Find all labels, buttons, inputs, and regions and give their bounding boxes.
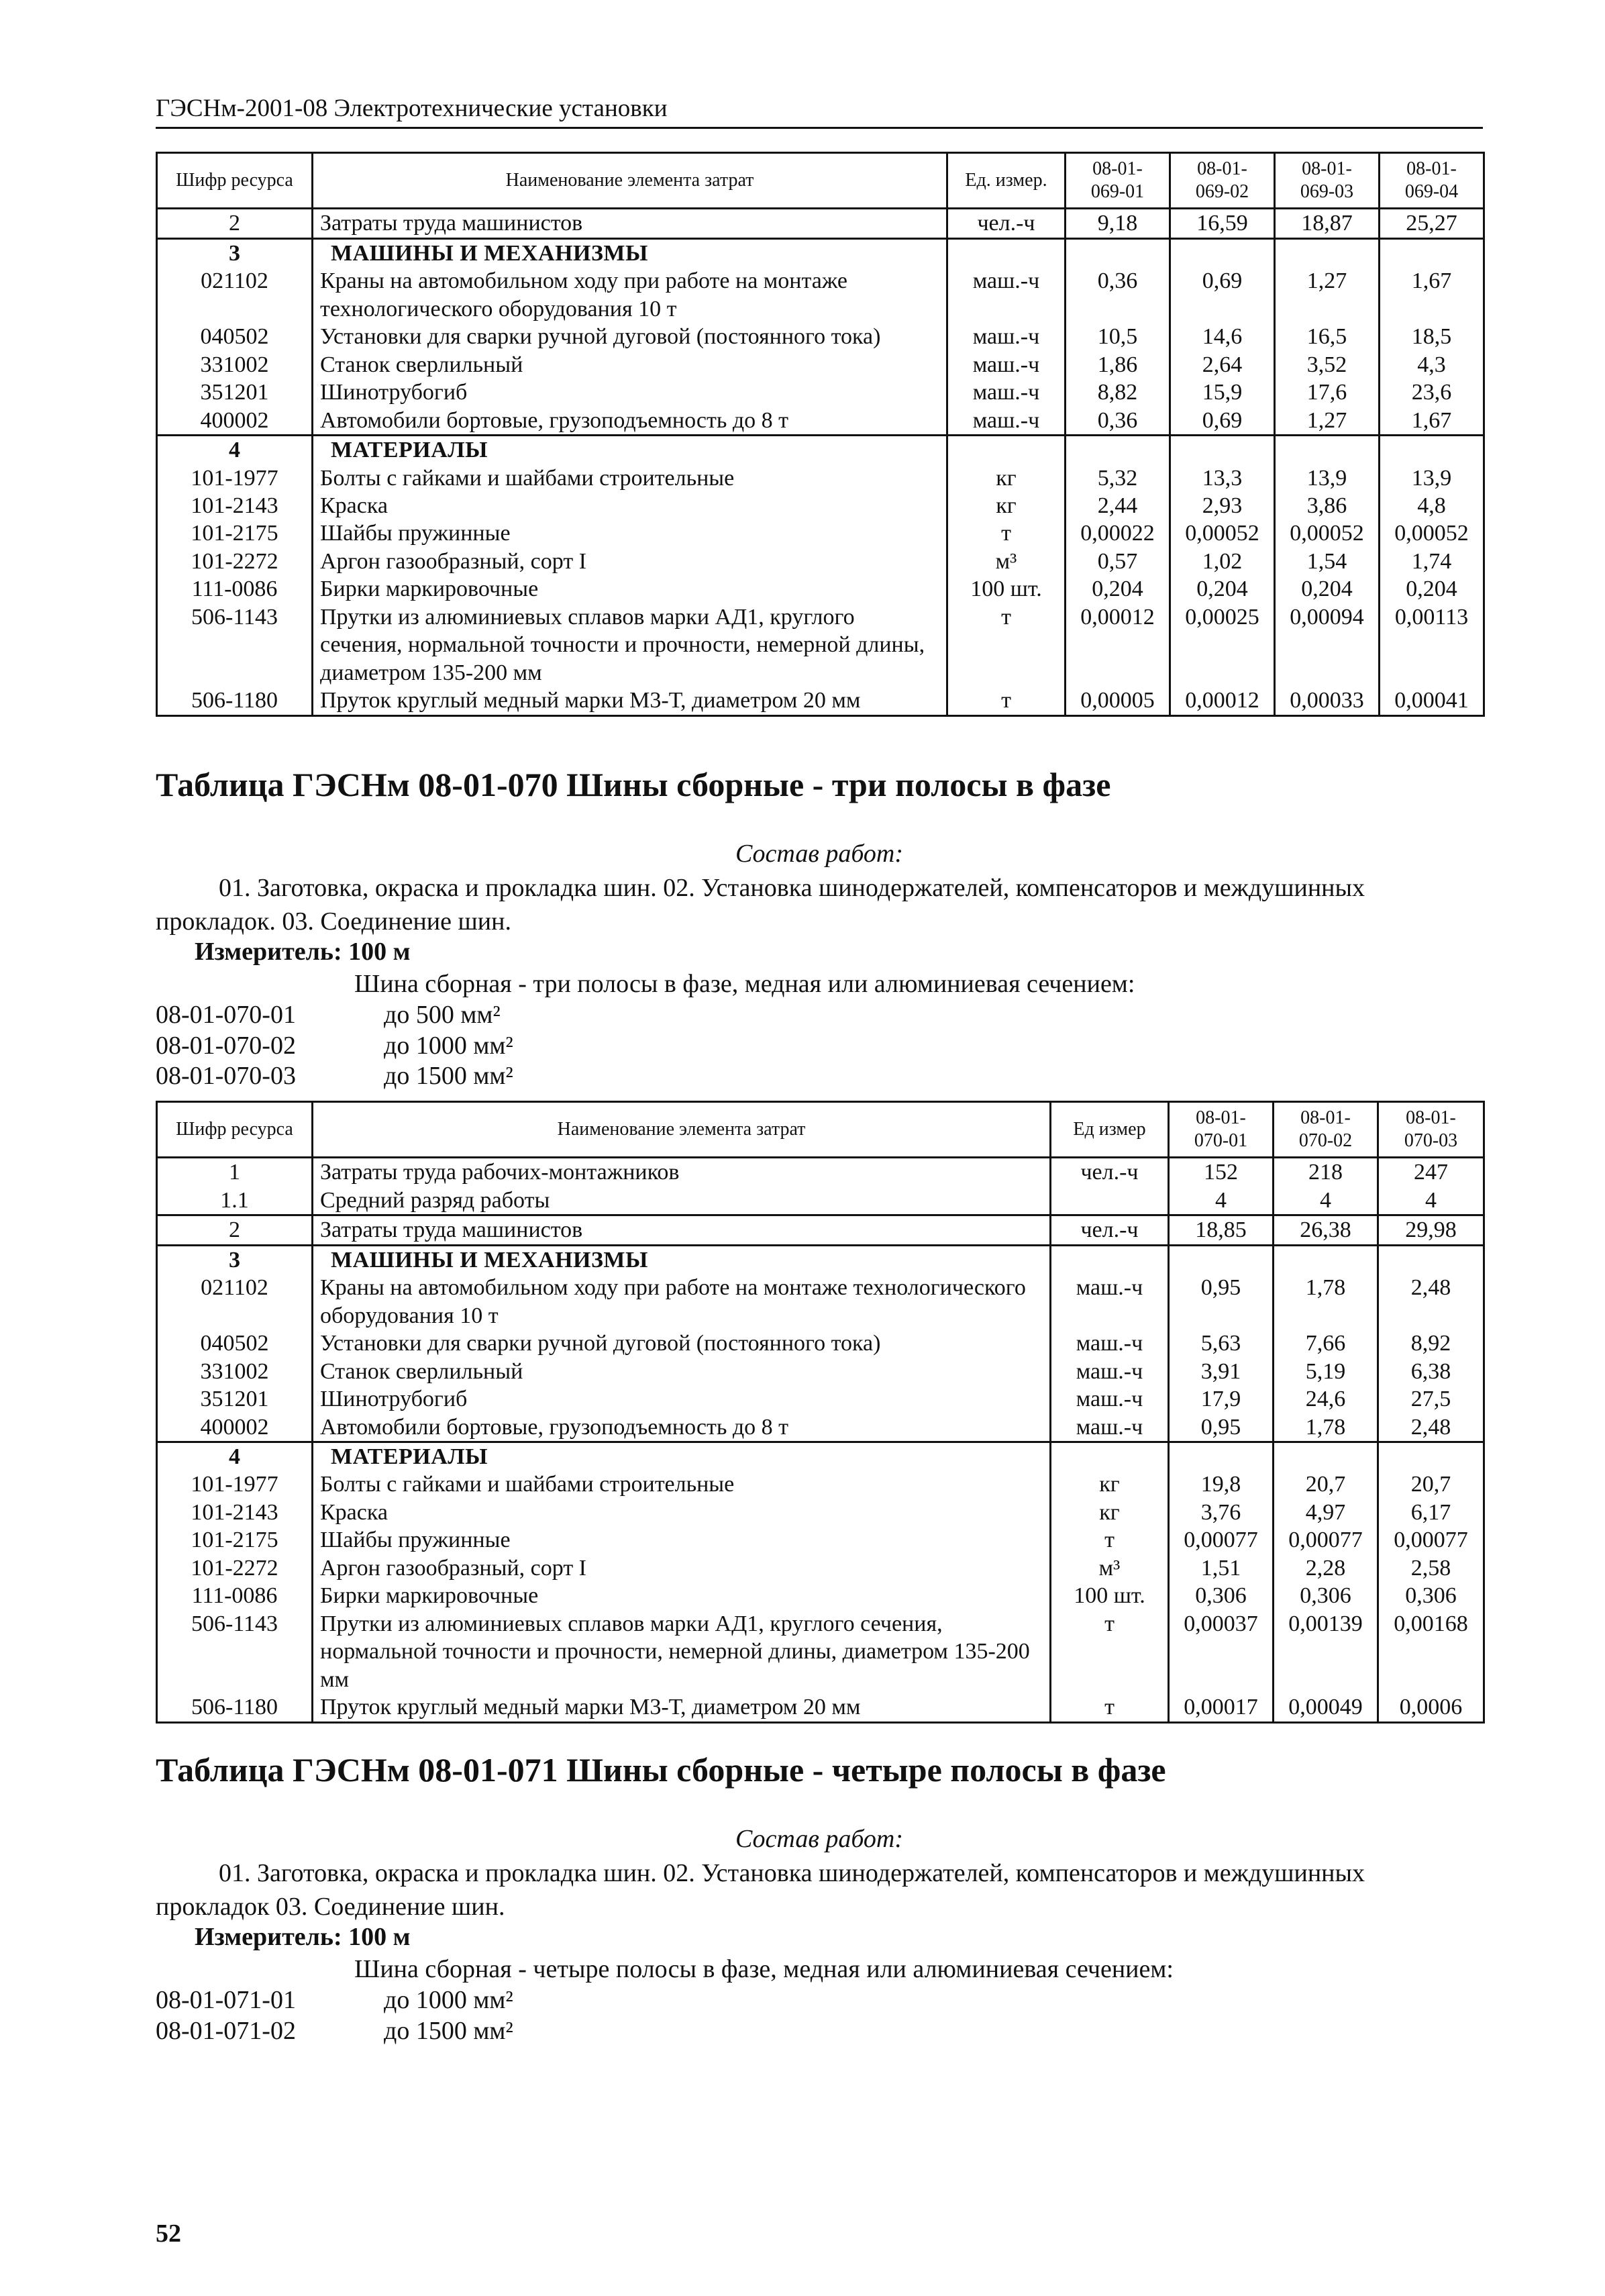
- running-head: ГЭСНм-2001-08 Электротехнические установки: [156, 94, 1483, 129]
- value-cell: 8,82: [1066, 379, 1170, 406]
- value-cell: 0,95: [1169, 1413, 1274, 1442]
- variant-code: 08-01-070-02: [156, 1031, 296, 1060]
- resource-code: 400002: [157, 1413, 313, 1442]
- value-cell: 0,00041: [1380, 687, 1484, 715]
- unit: чел.-ч: [1051, 1215, 1169, 1245]
- header-unit: Ед измер: [1051, 1102, 1169, 1158]
- table-row: [157, 1499, 1484, 1526]
- variant-code: 08-01-071-01: [156, 1986, 296, 2014]
- table-header-row: [157, 153, 1484, 209]
- value-cell: 0,00077: [1169, 1526, 1274, 1554]
- value-cell: 0,00025: [1170, 603, 1275, 687]
- resource-code: 400002: [157, 407, 313, 436]
- value-cell: 4: [1274, 1187, 1378, 1215]
- value-cell: 2,58: [1378, 1554, 1484, 1582]
- value-cell: 218: [1274, 1158, 1378, 1187]
- value-cell: 24,6: [1274, 1385, 1378, 1413]
- value-cell: 1,78: [1274, 1274, 1378, 1330]
- cost-element-name: Затраты труда машинистов: [313, 1215, 1051, 1245]
- table-row: [157, 351, 1484, 379]
- table-row: [157, 1526, 1484, 1554]
- value-cell: 4,8: [1380, 492, 1484, 519]
- value-cell: 18,87: [1275, 209, 1380, 238]
- table-row: [157, 267, 1484, 323]
- section-row: [157, 1245, 1484, 1274]
- value-cell: 16,59: [1170, 209, 1275, 238]
- unit: маш.-ч: [1051, 1330, 1169, 1357]
- header-col: 08-01- 070-03: [1378, 1102, 1484, 1158]
- value-cell: 0,00077: [1274, 1526, 1378, 1554]
- table-row: [157, 1470, 1484, 1498]
- value-cell: 15,9: [1170, 379, 1275, 406]
- resource-code: 3: [157, 238, 313, 267]
- value-cell: 0,00052: [1380, 519, 1484, 547]
- unit: т: [1051, 1610, 1169, 1693]
- value-cell: 20,7: [1378, 1470, 1484, 1498]
- value-cell: 1,74: [1380, 548, 1484, 575]
- cost-element-name: Пруток круглый медный марки М3-Т, диаметром 20 мм: [313, 1693, 1051, 1722]
- value-cell: 20,7: [1274, 1470, 1378, 1498]
- value-cell: 0,00022: [1066, 519, 1170, 547]
- resource-code: 101-1977: [157, 464, 313, 492]
- unit: маш.-ч: [1051, 1358, 1169, 1385]
- value-cell: 8,92: [1378, 1330, 1484, 1357]
- table-row: [157, 1582, 1484, 1609]
- value-cell: 14,6: [1170, 323, 1275, 350]
- unit: м³: [1051, 1554, 1169, 1582]
- value-cell: 0,00049: [1274, 1693, 1378, 1722]
- table-row: [157, 1693, 1484, 1722]
- value-cell: [1170, 238, 1275, 267]
- value-cell: 18,85: [1169, 1215, 1274, 1245]
- table-row: [157, 575, 1484, 603]
- cost-element-name: Болты с гайками и шайбами строительные: [313, 1470, 1051, 1498]
- value-cell: 10,5: [1066, 323, 1170, 350]
- value-cell: 0,00052: [1170, 519, 1275, 547]
- value-cell: 3,91: [1169, 1358, 1274, 1385]
- header-code: Шифр ресурса: [157, 153, 313, 209]
- resource-code: 1.1: [157, 1187, 313, 1215]
- value-cell: 1,27: [1275, 407, 1380, 436]
- unit: т: [1051, 1693, 1169, 1722]
- meter-line: Измеритель: 100 м: [195, 938, 411, 966]
- cost-element-name: Средний разряд работы: [313, 1187, 1051, 1215]
- value-cell: 5,63: [1169, 1330, 1274, 1357]
- table-row: [157, 1187, 1484, 1215]
- table-row: [157, 1413, 1484, 1442]
- value-cell: 0,00033: [1275, 687, 1380, 715]
- cost-element-name: Краны на автомобильном ходу при работе на монтаже технологического оборудования 10 т: [313, 1274, 1051, 1330]
- resource-code: 4: [157, 436, 313, 464]
- value-cell: 0,00113: [1380, 603, 1484, 687]
- value-cell: 7,66: [1274, 1330, 1378, 1357]
- header-code: Шифр ресурса: [157, 1102, 313, 1158]
- value-cell: 1,78: [1274, 1413, 1378, 1442]
- unit: 100 шт.: [1051, 1582, 1169, 1609]
- value-cell: 1,67: [1380, 407, 1484, 436]
- unit: маш.-ч: [1051, 1413, 1169, 1442]
- value-cell: [1170, 436, 1275, 464]
- resource-code: 2: [157, 209, 313, 238]
- value-cell: [1066, 238, 1170, 267]
- cost-element-name: Автомобили бортовые, грузоподъемность до 8 т: [313, 1413, 1051, 1442]
- unit: маш.-ч: [947, 267, 1066, 323]
- variant-text: до 500 мм²: [384, 1001, 501, 1029]
- value-cell: 2,64: [1170, 351, 1275, 379]
- value-cell: 29,98: [1378, 1215, 1484, 1245]
- resource-code: 331002: [157, 351, 313, 379]
- value-cell: 0,00052: [1275, 519, 1380, 547]
- value-cell: 25,27: [1380, 209, 1484, 238]
- cost-element-name: Краны на автомобильном ходу при работе на монтаже технологического оборудования 10 т: [313, 267, 947, 323]
- value-cell: 152: [1169, 1158, 1274, 1187]
- section-title: МАШИНЫ И МЕХАНИЗМЫ: [313, 1245, 1051, 1274]
- unit: т: [947, 603, 1066, 687]
- variant-item: [156, 2016, 513, 2047]
- table-row: [157, 603, 1484, 687]
- cost-element-name: Станок сверлильный: [313, 1358, 1051, 1385]
- value-cell: 6,38: [1378, 1358, 1484, 1385]
- resource-code: 101-2175: [157, 1526, 313, 1554]
- page-number: 52: [156, 2219, 181, 2248]
- cost-element-name: Затраты труда рабочих-монтажников: [313, 1158, 1051, 1187]
- variant-list: [156, 1985, 513, 2046]
- unit: маш.-ч: [1051, 1274, 1169, 1330]
- cost-table-069: [156, 152, 1485, 717]
- value-cell: 17,6: [1275, 379, 1380, 406]
- value-cell: 0,00005: [1066, 687, 1170, 715]
- value-cell: 19,8: [1169, 1470, 1274, 1498]
- resource-code: 021102: [157, 267, 313, 323]
- resource-code: 3: [157, 1245, 313, 1274]
- unit: т: [1051, 1526, 1169, 1554]
- cost-element-name: Болты с гайками и шайбами строительные: [313, 464, 947, 492]
- table-row: [157, 323, 1484, 350]
- resource-code: 040502: [157, 1330, 313, 1357]
- value-cell: 3,86: [1275, 492, 1380, 519]
- unit: чел.-ч: [947, 209, 1066, 238]
- value-cell: 0,69: [1170, 267, 1275, 323]
- cost-element-name: Затраты труда машинистов: [313, 209, 947, 238]
- value-cell: 0,306: [1274, 1582, 1378, 1609]
- resource-code: 101-2272: [157, 1554, 313, 1582]
- unit: маш.-ч: [947, 351, 1066, 379]
- value-cell: 2,48: [1378, 1413, 1484, 1442]
- value-cell: 17,9: [1169, 1385, 1274, 1413]
- table-row: [157, 1385, 1484, 1413]
- value-cell: 16,5: [1275, 323, 1380, 350]
- resource-code: 101-2143: [157, 1499, 313, 1526]
- cost-element-name: Станок сверлильный: [313, 351, 947, 379]
- table-row: [157, 687, 1484, 715]
- table-row: [157, 464, 1484, 492]
- meter-line: Измеритель: 100 м: [195, 1923, 411, 1951]
- variant-intro: Шина сборная - три полосы в фазе, медная или алюминиевая сечением:: [354, 970, 1135, 998]
- value-cell: 23,6: [1380, 379, 1484, 406]
- value-cell: 26,38: [1274, 1215, 1378, 1245]
- resource-code: 2: [157, 1215, 313, 1245]
- resource-code: 506-1180: [157, 687, 313, 715]
- resource-code: 506-1180: [157, 1693, 313, 1722]
- value-cell: [1380, 238, 1484, 267]
- variant-code: 08-01-070-03: [156, 1062, 296, 1091]
- value-cell: [1378, 1245, 1484, 1274]
- header-col: 08-01- 069-03: [1275, 153, 1380, 209]
- variant-item: [156, 1000, 513, 1031]
- value-cell: 247: [1378, 1158, 1484, 1187]
- value-cell: 1,67: [1380, 267, 1484, 323]
- unit: кг: [1051, 1499, 1169, 1526]
- value-cell: 4: [1378, 1187, 1484, 1215]
- value-cell: 0,204: [1066, 575, 1170, 603]
- value-cell: 0,00037: [1169, 1610, 1274, 1693]
- value-cell: 1,51: [1169, 1554, 1274, 1582]
- section-title: МАТЕРИАЛЫ: [313, 436, 947, 464]
- unit: м³: [947, 548, 1066, 575]
- value-cell: 0,36: [1066, 267, 1170, 323]
- table-row: [157, 1274, 1484, 1330]
- unit: маш.-ч: [947, 407, 1066, 436]
- cost-element-name: Автомобили бортовые, грузоподъемность до 8 т: [313, 407, 947, 436]
- value-cell: 1,54: [1275, 548, 1380, 575]
- header-col: 08-01- 069-04: [1380, 153, 1484, 209]
- table-row: [157, 548, 1484, 575]
- value-cell: 18,5: [1380, 323, 1484, 350]
- variant-text: до 1000 мм²: [384, 1986, 513, 2014]
- unit: кг: [947, 492, 1066, 519]
- resource-code: 506-1143: [157, 603, 313, 687]
- table-title-070: Таблица ГЭСНм 08-01-070 Шины сборные - три полосы в фазе: [156, 766, 1111, 803]
- value-cell: 0,00168: [1378, 1610, 1484, 1693]
- value-cell: [1275, 238, 1380, 267]
- table-row: [157, 1158, 1484, 1187]
- unit: [1051, 1245, 1169, 1274]
- resource-code: 4: [157, 1442, 313, 1471]
- unit: маш.-ч: [1051, 1385, 1169, 1413]
- cost-element-name: Установки для сварки ручной дуговой (постоянного тока): [313, 323, 947, 350]
- table-title-071: Таблица ГЭСНм 08-01-071 Шины сборные - четыре полосы в фазе: [156, 1751, 1166, 1789]
- header-col: 08-01- 069-02: [1170, 153, 1275, 209]
- value-cell: 0,00017: [1169, 1693, 1274, 1722]
- cost-element-name: Прутки из алюминиевых сплавов марки АД1, круглого сечения, нормальной точности и прочности, немерной длины, диаметром 135-200 мм: [313, 1610, 1051, 1693]
- value-cell: 5,32: [1066, 464, 1170, 492]
- value-cell: 13,9: [1275, 464, 1380, 492]
- section-title: МАТЕРИАЛЫ: [313, 1442, 1051, 1471]
- value-cell: 0,00077: [1378, 1526, 1484, 1554]
- work-composition-text: 01. Заготовка, окраска и прокладка шин. 02. Установка шинодержателей, компенсаторов и междушинных прокладок 03. Соединение шин.: [156, 1859, 1365, 1921]
- variant-code: 08-01-071-02: [156, 2016, 296, 2045]
- cost-element-name: Краска: [313, 1499, 1051, 1526]
- cost-element-name: Шинотрубогиб: [313, 379, 947, 406]
- value-cell: 3,52: [1275, 351, 1380, 379]
- cost-table-070: [156, 1101, 1485, 1724]
- value-cell: 1,27: [1275, 267, 1380, 323]
- unit: чел.-ч: [1051, 1158, 1169, 1187]
- table-header-row: [157, 1102, 1484, 1158]
- value-cell: 0,204: [1380, 575, 1484, 603]
- value-cell: [1274, 1245, 1378, 1274]
- value-cell: [1169, 1245, 1274, 1274]
- value-cell: 0,204: [1170, 575, 1275, 603]
- section-row: [157, 238, 1484, 267]
- cost-element-name: Шайбы пружинные: [313, 519, 947, 547]
- value-cell: 13,9: [1380, 464, 1484, 492]
- variant-text: до 1500 мм²: [384, 1062, 513, 1091]
- unit: т: [947, 519, 1066, 547]
- table-row: [157, 209, 1484, 238]
- cost-element-name: Шайбы пружинные: [313, 1526, 1051, 1554]
- table-row: [157, 1215, 1484, 1245]
- work-composition-heading: Состав работ:: [735, 840, 904, 868]
- value-cell: 0,00094: [1275, 603, 1380, 687]
- unit: [1051, 1442, 1169, 1471]
- work-composition-text: 01. Заготовка, окраска и прокладка шин. 02. Установка шинодержателей, компенсаторов и междушинных прокладок. 03. Соединение шин.: [156, 874, 1365, 936]
- value-cell: 27,5: [1378, 1385, 1484, 1413]
- header-name: Наименование элемента затрат: [313, 1102, 1051, 1158]
- cost-element-name: Прутки из алюминиевых сплавов марки АД1, круглого сечения, нормальной точности и прочности, немерной длины, диаметром 135-200 мм: [313, 603, 947, 687]
- header-name: Наименование элемента затрат: [313, 153, 947, 209]
- value-cell: 0,00012: [1066, 603, 1170, 687]
- resource-code: 101-2175: [157, 519, 313, 547]
- resource-code: 1: [157, 1158, 313, 1187]
- variant-text: до 1500 мм²: [384, 2016, 513, 2045]
- cost-element-name: Аргон газообразный, сорт I: [313, 548, 947, 575]
- cost-element-name: Аргон газообразный, сорт I: [313, 1554, 1051, 1582]
- unit: 100 шт.: [947, 575, 1066, 603]
- table-row: [157, 519, 1484, 547]
- value-cell: 0,0006: [1378, 1693, 1484, 1722]
- header-col: 08-01- 070-02: [1274, 1102, 1378, 1158]
- unit: кг: [947, 464, 1066, 492]
- resource-code: 351201: [157, 379, 313, 406]
- value-cell: 6,17: [1378, 1499, 1484, 1526]
- resource-code: 021102: [157, 1274, 313, 1330]
- value-cell: 1,02: [1170, 548, 1275, 575]
- value-cell: 4: [1169, 1187, 1274, 1215]
- value-cell: 2,48: [1378, 1274, 1484, 1330]
- value-cell: 13,3: [1170, 464, 1275, 492]
- table-row: [157, 407, 1484, 436]
- value-cell: [1066, 436, 1170, 464]
- value-cell: [1274, 1442, 1378, 1471]
- cost-element-name: Бирки маркировочные: [313, 575, 947, 603]
- value-cell: 2,93: [1170, 492, 1275, 519]
- value-cell: [1380, 436, 1484, 464]
- variant-item: [156, 1985, 513, 2016]
- cost-element-name: Краска: [313, 492, 947, 519]
- header-col: 08-01- 070-01: [1169, 1102, 1274, 1158]
- table-row: [157, 1554, 1484, 1582]
- unit: [947, 238, 1066, 267]
- value-cell: 0,36: [1066, 407, 1170, 436]
- unit: маш.-ч: [947, 379, 1066, 406]
- cost-element-name: Шинотрубогиб: [313, 1385, 1051, 1413]
- unit: т: [947, 687, 1066, 715]
- section-row: [157, 436, 1484, 464]
- value-cell: 0,00012: [1170, 687, 1275, 715]
- work-composition-heading: Состав работ:: [735, 1825, 904, 1853]
- value-cell: 4,97: [1274, 1499, 1378, 1526]
- resource-code: 101-2143: [157, 492, 313, 519]
- value-cell: 4,3: [1380, 351, 1484, 379]
- value-cell: 0,306: [1378, 1582, 1484, 1609]
- value-cell: 2,28: [1274, 1554, 1378, 1582]
- header-col: 08-01- 069-01: [1066, 153, 1170, 209]
- value-cell: 0,00139: [1274, 1610, 1378, 1693]
- section-row: [157, 1442, 1484, 1471]
- value-cell: 5,19: [1274, 1358, 1378, 1385]
- variant-code: 08-01-070-01: [156, 1001, 296, 1029]
- section-title: МАШИНЫ И МЕХАНИЗМЫ: [313, 238, 947, 267]
- variant-text: до 1000 мм²: [384, 1031, 513, 1060]
- resource-code: 111-0086: [157, 1582, 313, 1609]
- value-cell: 0,69: [1170, 407, 1275, 436]
- value-cell: [1169, 1442, 1274, 1471]
- resource-code: 111-0086: [157, 575, 313, 603]
- value-cell: 3,76: [1169, 1499, 1274, 1526]
- value-cell: 0,204: [1275, 575, 1380, 603]
- variant-list: [156, 1000, 513, 1092]
- cost-element-name: Установки для сварки ручной дуговой (постоянного тока): [313, 1330, 1051, 1357]
- variant-item: [156, 1031, 513, 1062]
- resource-code: 331002: [157, 1358, 313, 1385]
- value-cell: 0,306: [1169, 1582, 1274, 1609]
- resource-code: 040502: [157, 323, 313, 350]
- table-row: [157, 492, 1484, 519]
- resource-code: 101-2272: [157, 548, 313, 575]
- value-cell: 1,86: [1066, 351, 1170, 379]
- value-cell: 0,95: [1169, 1274, 1274, 1330]
- value-cell: 0,57: [1066, 548, 1170, 575]
- cost-element-name: Бирки маркировочные: [313, 1582, 1051, 1609]
- unit: [947, 436, 1066, 464]
- header-unit: Ед. измер.: [947, 153, 1066, 209]
- resource-code: 101-1977: [157, 1470, 313, 1498]
- table-row: [157, 1330, 1484, 1357]
- cost-element-name: Пруток круглый медный марки М3-Т, диаметром 20 мм: [313, 687, 947, 715]
- value-cell: 2,44: [1066, 492, 1170, 519]
- variant-item: [156, 1061, 513, 1092]
- value-cell: 9,18: [1066, 209, 1170, 238]
- unit: маш.-ч: [947, 323, 1066, 350]
- resource-code: 506-1143: [157, 1610, 313, 1693]
- value-cell: [1378, 1442, 1484, 1471]
- table-row: [157, 1610, 1484, 1693]
- resource-code: 351201: [157, 1385, 313, 1413]
- variant-intro: Шина сборная - четыре полосы в фазе, медная или алюминиевая сечением:: [354, 1955, 1174, 1983]
- table-row: [157, 379, 1484, 406]
- value-cell: [1275, 436, 1380, 464]
- unit: [1051, 1187, 1169, 1215]
- unit: кг: [1051, 1470, 1169, 1498]
- table-row: [157, 1358, 1484, 1385]
